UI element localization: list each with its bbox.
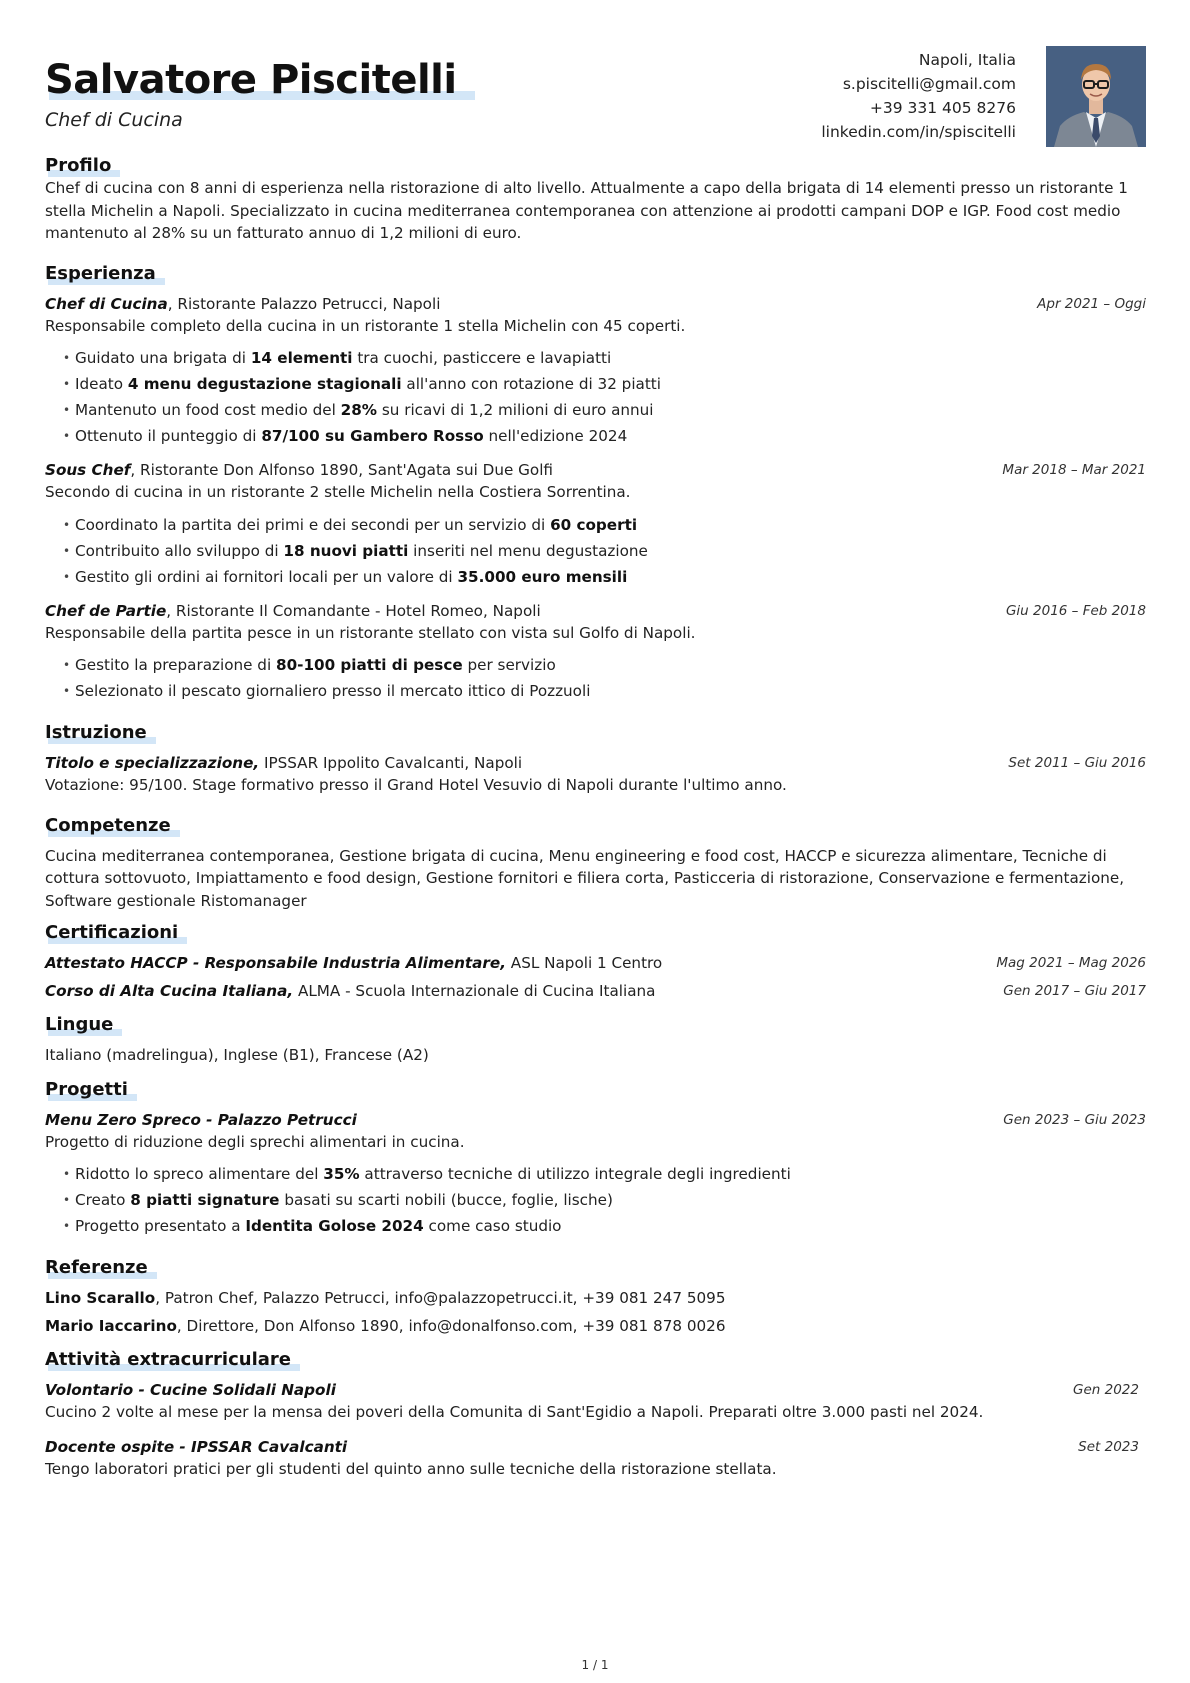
page-number: 1 / 1 [581, 1658, 609, 1672]
entry-description: Secondo di cucina in un ristorante 2 stelle Michelin nella Costiera Sorrentina. [45, 483, 631, 501]
entry-description: Cucino 2 volte al mese per la mensa dei poveri della Comunita di Sant'Egidio a Napoli. Preparati oltre 3.000 pasti nel 2024. [45, 1403, 984, 1421]
contact-linkedin[interactable]: linkedin.com/in/spiscitelli [821, 123, 1016, 141]
section-heading: Competenze [45, 814, 171, 836]
entry-date: Apr 2021 – Oggi [1037, 295, 1146, 312]
section-projects [45, 1079, 1146, 1240]
entry-place: , Ristorante Palazzo Petrucci, Napoli [167, 294, 441, 313]
section-references [45, 1257, 1146, 1337]
section-heading: Lingue [45, 1014, 114, 1035]
entry-bullets [45, 345, 1146, 449]
bullet-item: • Ottenuto il punteggio di 87/100 su Gambero Rosso nell'edizione 2024 [63, 423, 1146, 449]
entry-description: Responsabile della partita pesce in un ristorante stellato con vista sul Golfo di Napoli. [45, 623, 696, 642]
bullet-item: • Progetto presentato a Identita Golose 2024 come caso studio [63, 1213, 1146, 1239]
entry-role: Corso di Alta Cucina Italiana, [45, 982, 294, 1000]
profile-photo [1046, 46, 1146, 147]
entry-place: , Ristorante Don Alfonso 1890, Sant'Agata sui Due Golfi [130, 461, 553, 479]
section-heading: Profilo [45, 155, 112, 176]
job-title: Chef di Cucina [45, 109, 183, 131]
bullet-item: • Coordinato la partita dei primi e dei secondi per un servizio di 60 coperti [63, 512, 1146, 538]
entry-date: Gen 2017 – Giu 2017 [1003, 983, 1146, 999]
entry-bullets [45, 512, 1146, 590]
activity-entry [45, 1436, 1146, 1481]
contact-location: Napoli, Italia [918, 51, 1016, 69]
section-experience [45, 263, 1146, 705]
bullet-item: • Selezionato il pescato giornaliero presso il mercato ittico di Pozzuoli [63, 678, 1146, 704]
entry-role: Chef di Cucina [45, 294, 168, 313]
reference-name: Lino Scarallo [45, 1289, 156, 1307]
certification-entry [45, 980, 1146, 1002]
resume-header [45, 40, 1146, 145]
entry-role: Titolo e specializzazione, [45, 754, 260, 772]
entry-role: Attestato HACCP - Responsabile Industria Alimentare, [45, 954, 506, 972]
entry-date: Giu 2016 – Feb 2018 [1005, 602, 1146, 619]
entry-place: IPSSAR Ippolito Cavalcanti, Napoli [259, 754, 523, 772]
experience-entry [45, 600, 1146, 705]
entry-role: Chef de Partie [45, 601, 167, 620]
entry-bullets [45, 1161, 1146, 1239]
entry-date: Set 2023 [1078, 1438, 1139, 1455]
bullet-item: • Ideato 4 menu degustazione stagionali all'anno con rotazione di 32 piatti [63, 371, 1146, 397]
experience-entry [45, 293, 1146, 450]
section-heading: Attività extracurriculare [45, 1349, 291, 1370]
section-heading: Istruzione [45, 722, 147, 743]
entry-place: ASL Napoli 1 Centro [505, 954, 663, 972]
bullet-item: • Ridotto lo spreco alimentare del 35% attraverso tecniche di utilizzo integrale degli ingredienti [63, 1161, 1146, 1187]
bullet-item: • Contribuito allo sviluppo di 18 nuovi piatti inseriti nel menu degustazione [63, 538, 1146, 564]
section-education [45, 722, 1146, 797]
section-heading: Esperienza [45, 262, 156, 284]
bullet-item: • Gestito gli ordini ai fornitori locali per un valore di 35.000 euro mensili [63, 564, 1146, 590]
reference-name: Mario Iaccarino [45, 1317, 177, 1335]
contact-phone: +39 331 405 8276 [869, 99, 1016, 117]
entry-date: Set 2011 – Giu 2016 [1008, 755, 1146, 771]
section-activities [45, 1349, 1146, 1480]
section-heading: Progetti [45, 1078, 128, 1100]
section-heading: Certificazioni [45, 922, 179, 943]
bullet-item: • Guidato una brigata di 14 elementi tra cuochi, pasticcere e lavapiatti [63, 345, 1146, 371]
education-entry [45, 752, 1146, 797]
experience-entry [45, 459, 1146, 590]
contact-block [821, 48, 1016, 144]
candidate-name: Salvatore Piscitelli [45, 57, 457, 103]
entry-place: , Ristorante Il Comandante - Hotel Romeo, Napoli [166, 601, 541, 620]
languages-text: Italiano (madrelingua), Inglese (B1), Francese (A2) [45, 1046, 429, 1064]
certification-entry [45, 952, 1146, 974]
entry-date: Gen 2022 [1073, 1382, 1139, 1398]
entry-date: Mar 2018 – Mar 2021 [1002, 462, 1146, 478]
entry-place: ALMA - Scuola Internazionale di Cucina Italiana [293, 982, 656, 1000]
entry-description: Votazione: 95/100. Stage formativo presso il Grand Hotel Vesuvio di Napoli durante l'ultimo anno. [45, 776, 787, 794]
entry-role: Docente ospite - IPSSAR Cavalcanti [45, 1437, 348, 1456]
profile-text: Chef di cucina con 8 anni di esperienza nella ristorazione di alto livello. Attualmente a capo della brigata di 14 elementi presso un ristorante 1 stella Michelin a Napoli. Specializzato in cucina mediterranea contemporanea con attenzione ai prodotti campani DOP e IGP. Food cost medio mantenuto al 28% su un fatturato annuo di 1,2 milioni di euro. [45, 179, 1128, 242]
reference-item: Lino Scarallo, Patron Chef, Palazzo Petrucci, info@palazzopetrucci.it, +39 081 247 5095 [45, 1289, 726, 1307]
entry-description: Tengo laboratori pratici per gli studenti del quinto anno sulle tecniche della ristorazione stellata. [45, 1459, 777, 1478]
contact-email[interactable]: s.piscitelli@gmail.com [842, 75, 1016, 93]
entry-bullets [45, 652, 1146, 704]
entry-role: Sous Chef [45, 461, 131, 479]
section-certifications [45, 922, 1146, 1002]
entry-date: Mag 2021 – Mag 2026 [996, 955, 1146, 971]
entry-role: Volontario - Cucine Solidali Napoli [45, 1381, 336, 1399]
skills-text: Cucina mediterranea contemporanea, Gestione brigata di cucina, Menu engineering e food cost, HACCP e sicurezza alimentare, Tecniche di cottura sottovuoto, Impiattamento e food design, Gestione fornitori e filiera corta, Pasticceria di ristorazione, Conservazione e fermentazione, Software gestionale Ristomanager [45, 846, 1125, 910]
bullet-item: • Mantenuto un food cost medio del 28% su ricavi di 1,2 milioni di euro annui [63, 397, 1146, 423]
bullet-item: • Creato 8 piatti signature basati su scarti nobili (bucce, foglie, lische) [63, 1187, 1146, 1213]
entry-role: Menu Zero Spreco - Palazzo Petrucci [45, 1110, 357, 1129]
section-languages [45, 1014, 1146, 1067]
project-entry [45, 1109, 1146, 1240]
section-profile [45, 155, 1146, 245]
reference-item: Mario Iaccarino, Direttore, Don Alfonso 1890, info@donalfonso.com, +39 081 878 0026 [45, 1317, 726, 1335]
bullet-item: • Gestito la preparazione di 80-100 piatti di pesce per servizio [63, 652, 1146, 678]
entry-date: Gen 2023 – Giu 2023 [1003, 1111, 1146, 1128]
activity-entry [45, 1379, 1146, 1424]
section-skills [45, 815, 1146, 913]
section-heading: Referenze [45, 1257, 148, 1278]
entry-description: Progetto di riduzione degli sprechi alimentari in cucina. [45, 1132, 465, 1151]
entry-description: Responsabile completo della cucina in un ristorante 1 stella Michelin con 45 coperti. [45, 316, 686, 335]
